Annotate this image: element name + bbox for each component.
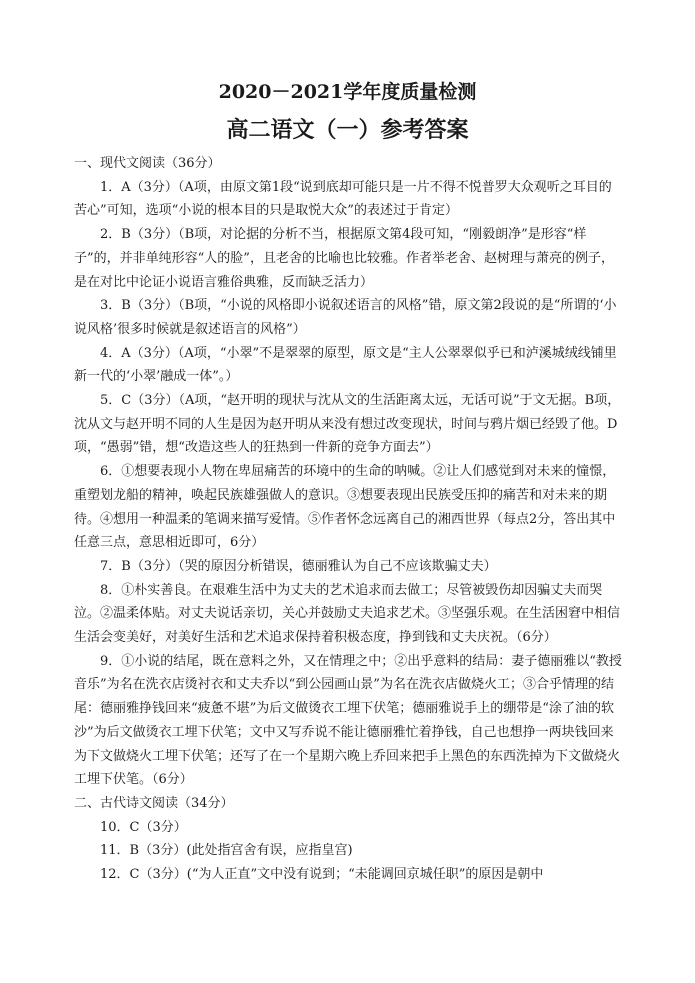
section-heading-classical-reading: 二、古代诗文阅读（34分）: [74, 795, 234, 811]
document-subtitle: 高二语文（一）参考答案: [226, 117, 469, 143]
answer-item-7: 7．B（3分）（哭的原因分析错误，德丽雅认为自己不应该欺骗丈夫）: [100, 558, 497, 574]
section-heading-modern-reading: 一、现代文阅读（36分）: [74, 156, 221, 171]
answer-item-8: 8．①朴实善良。在艰难生活中为丈夫的艺术追求而去做工；尽管被毁伤却因骗丈夫而哭泣。②温柔体贴。对丈夫说话亲切，关心并鼓励丈夫追求艺术。③坚强乐观。在生活困窘中相信生活会变美好，对美好生活和艺术追求保持着积极态度，挣到钱和丈夫庆祝。（6分）: [74, 582, 621, 646]
answer-item-4: 4．A（3分）（A项，“小翠”不是翠翠的原型，原文是“主人公翠翠似乎已和泸溪城绒线铺里新一代的‘小翠’融成一体”。）: [74, 345, 617, 385]
answer-content: [74, 152, 622, 887]
answer-item-1: 1．A（3分）（A项，由原文第1段“说到底却可能只是一片不得不悦普罗大众观听之耳目的苦心”可知，选项“小说的根本目的只是取悦大众”的表述过于肯定）: [74, 179, 612, 219]
document-title: 2020－2021学年度质量检测: [218, 81, 477, 103]
answer-item-6: 6．①想要表现小人物在卑屈痛苦的环境中的生命的呐喊。②让人们感觉到对未来的憧憬，重塑划龙船的精神，唤起民族雄强做人的意识。③想要表现出民族受压抑的痛苦和对未来的期待。④想用一种温柔的笔调来描写爱情。⑤作者怀念远离自己的湘西世界（每点2分，答出其中任意三点，意思相近即可，6分）: [74, 464, 616, 551]
answer-item-11: 11．B（3分）(此处指宫舍有误，应指皇宫): [100, 843, 353, 859]
answer-item-2: 2．B（3分）（B项，对论据的分析不当，根据原文第4段可知，“刚毅朗净”是形容“样子”的，并非单纯形容“人的脸”，且老舍的比喻也比较雅。作者举老舍、赵树理与萧亮的例子，是在对比中论证小说语言雅俗典雅，反而缺乏活力）: [74, 227, 614, 290]
answer-item-10: 10．C（3分）: [100, 819, 187, 835]
answer-item-9: 9．①小说的结尾，既在意料之外，又在情理之中；②出乎意料的结局：妻子德丽雅以“教授音乐”为名在洗衣店烫衬衣和丈夫乔以“到公园画山景”为名在洗衣店做烧火工；③合乎情理的结尾：德丽雅挣钱回来“疲惫不堪”为后文做烫衣工埋下伏笔；德丽雅说手上的绷带是“涂了油的软沙”为后文做烫衣工埋下伏笔；文中又写乔说不能让德丽雅忙着挣钱，自己也想挣一两块钱回来为下文做烧火工埋下伏笔；还写了在一个星期六晚上乔回来把手上黑色的东西洗掉为下文做烧火工埋下伏笔。（6分）: [74, 653, 622, 788]
answer-item-5: 5．C（3分）（A项，“赵开明的现状与沈从文的生活距离太远，无话可说”于文无据。B项，沈从文与赵开明不同的人生是因为赵开明从来没有想过改变现状，时间与鸦片烟已经毁了他。D项，“愚弱”错，想“改造这些人的狂热到一件新的竞争方面去”）: [74, 393, 621, 456]
answer-item-12: 12．C（3分）(“为人正直”文中没有说到；“未能调回京城任职”的原因是朝中: [100, 867, 544, 883]
answer-item-3: 3．B（3分）（B项，“小说的风格即小说叙述语言的风格”错，原文第2段说的是“所谓的‘小说风格’很多时候就是叙述语言的风格”）: [74, 298, 617, 337]
